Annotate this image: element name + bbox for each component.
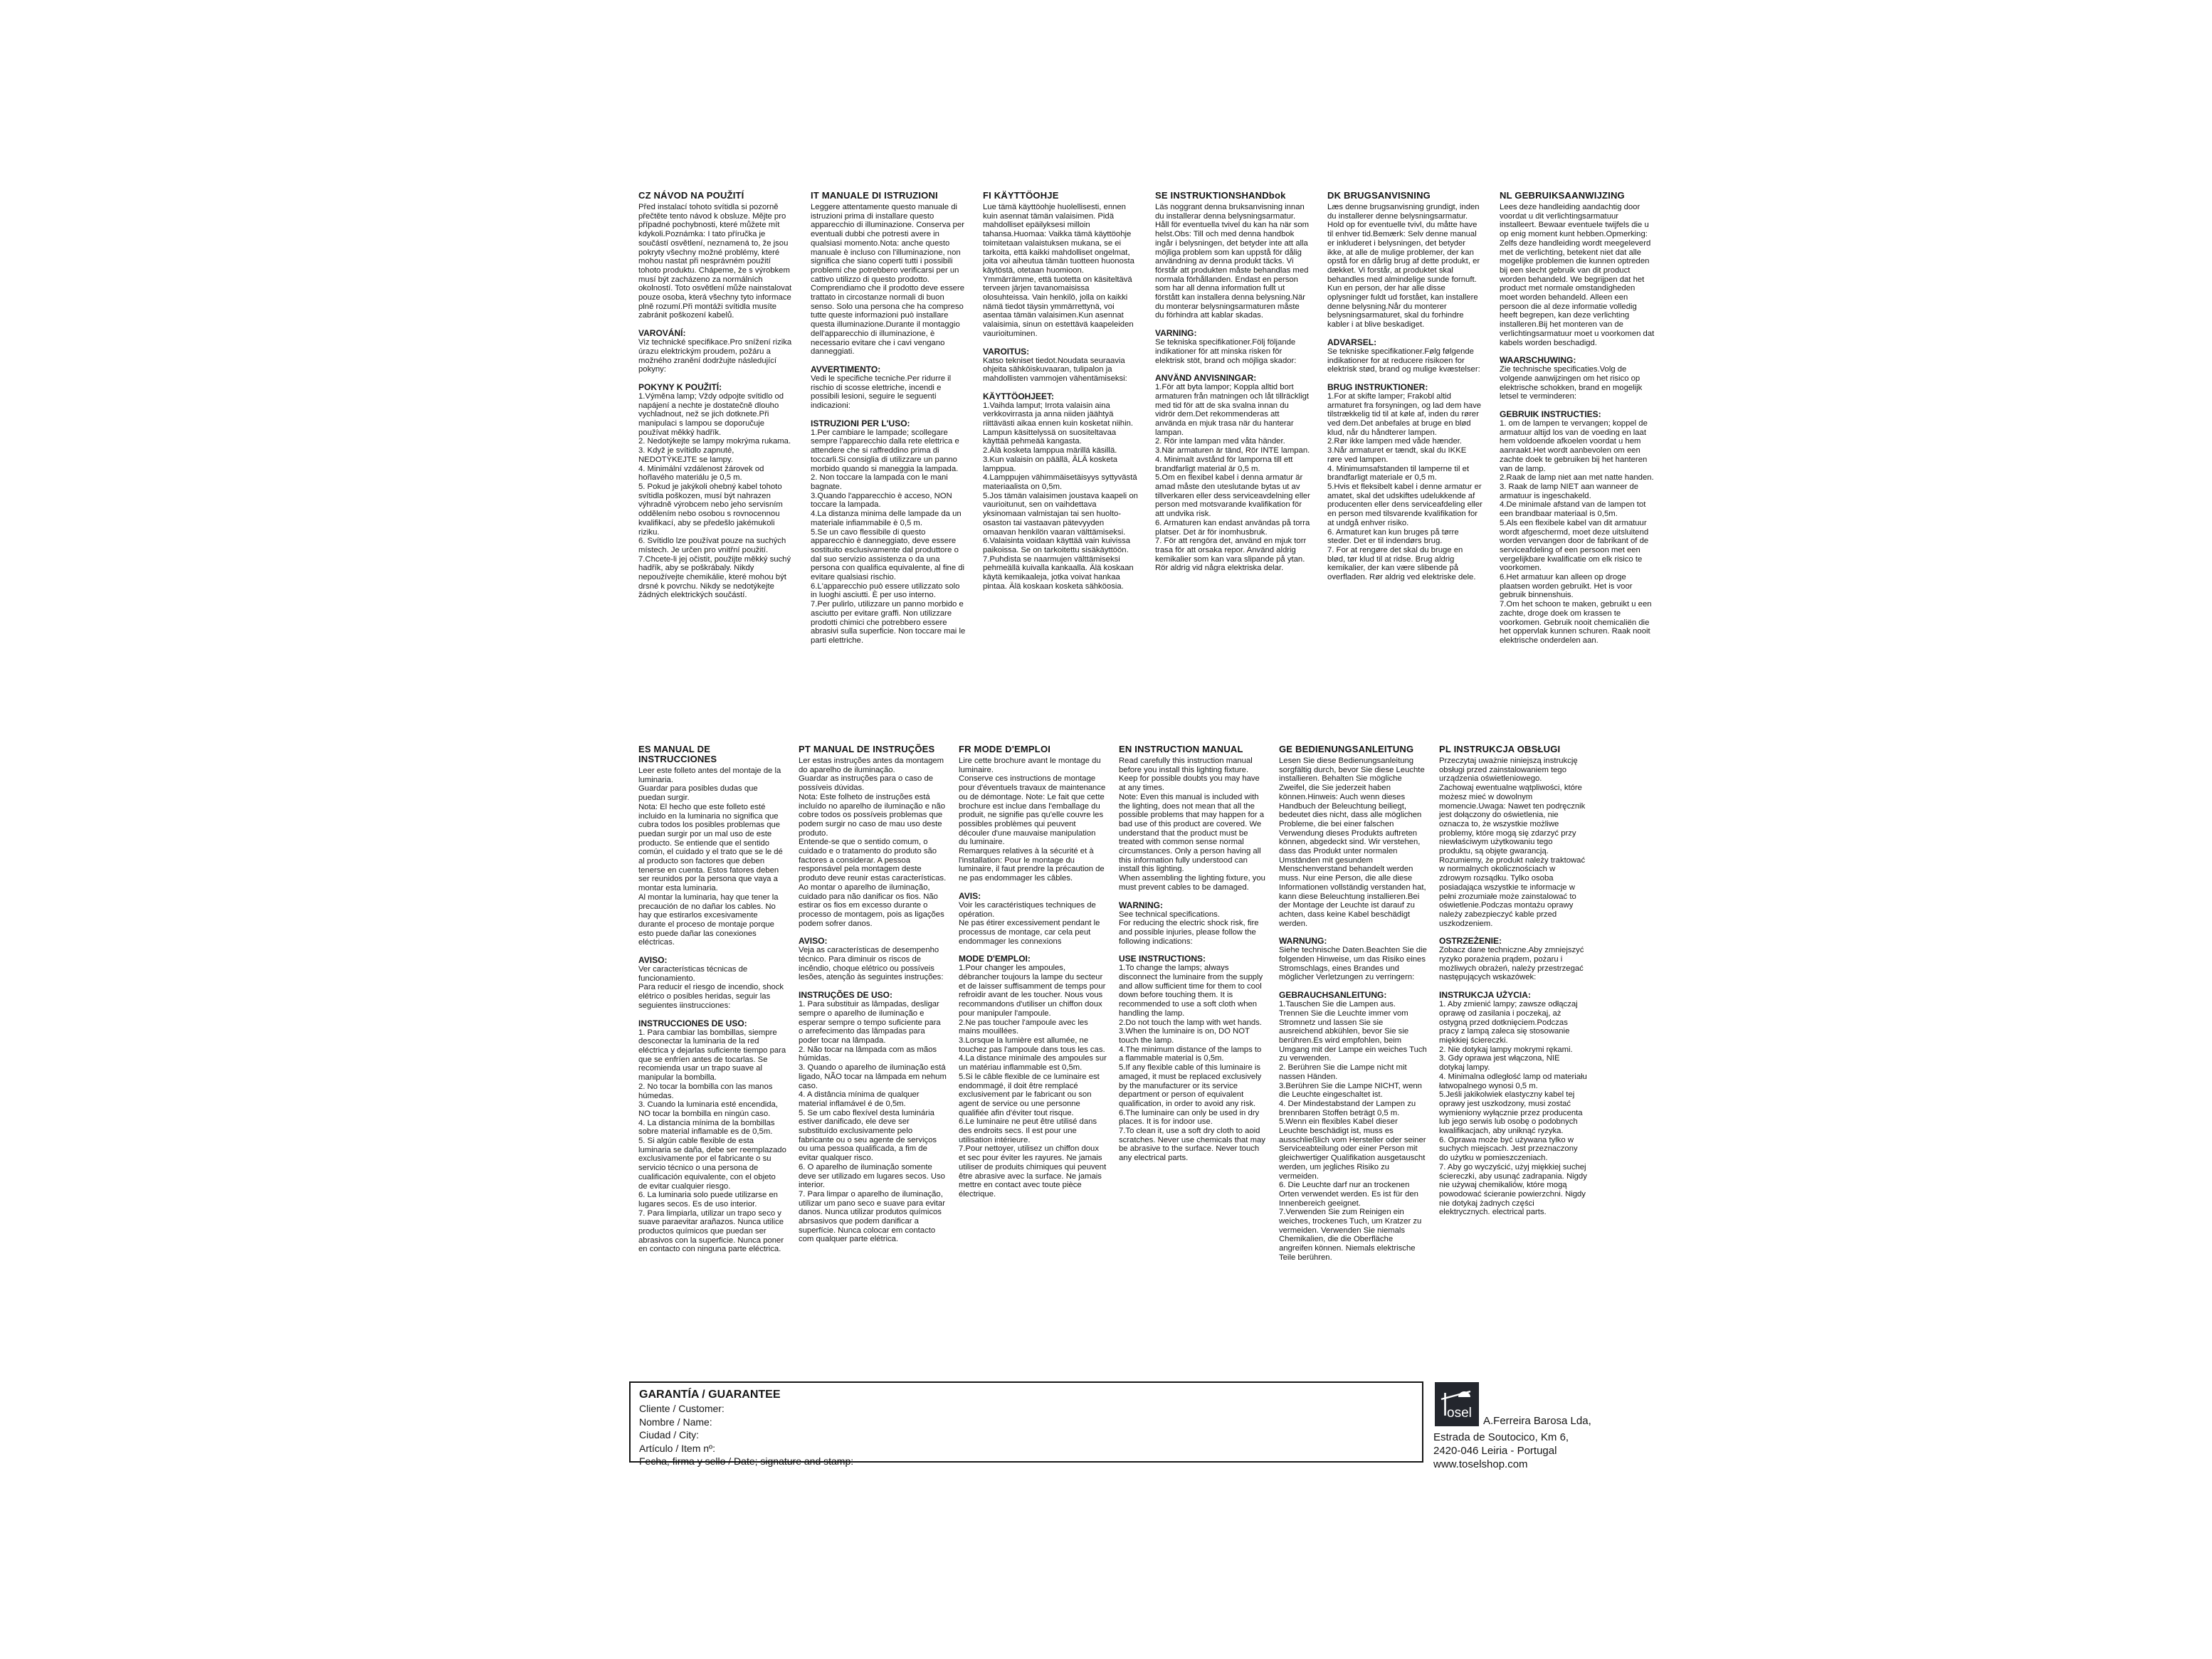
warning-paragraph: Siehe technische Daten.Beachten Sie die folgenden Hinweise, um das Risiko eines Stromschlags, eines Brandes und möglicher Verletzungen zu verringern: — [1279, 946, 1427, 982]
column-header-se: SE INSTRUKTIONSHANDbok — [1155, 190, 1286, 201]
use-instruction-item: 6.Le luminaire ne peut être utilisé dans des endroits secs. Il est pour une utilisation intérieure. — [959, 1117, 1097, 1144]
manual-column-cz — [638, 191, 794, 600]
column-header-fr: FR MODE D'EMPLOI — [959, 744, 1051, 754]
use-instruction-item: 6. O aparelho de iluminação somente deve ser utilizado em lugares secos. Uso interior. — [799, 1162, 945, 1190]
warning-title: AVVERTIMENTO: — [811, 364, 881, 374]
use-instruction-item: 1.For at skifte lamper; Frakobl altid armaturet fra forsyningen, og lad dem have tilstrækkelig tid til at køle af, inden du rører ved dem.Det anbefales at bruge en blød klud, når du håndterer lampen. — [1327, 391, 1482, 437]
use-instruction-item: 4. Der Mindestabstand der Lampen zu brennbaren Stoffen beträgt 0,5 m. — [1279, 1099, 1416, 1117]
intro-paragraph: Zachowaj ewentualne wątpliwości, które możesz mieć w dowolnym momencie.Uwaga: Nawet ten podręcznik jest dołączony do oświetlenia, nie oznacza to, że wszystkie możliwe problemy, które mogą się zdarzyć przy niewłaściwym użytkowaniu tego produktu, są objęte gwarancją. Rozumiemy, że produkt należy traktować w normalnych okolicznościach w zdrowym rozsądku. Tylko osoba posiadająca wszystkie te informacje w pełni zrozumiałe może zainstalować to oświetlenie.Podczas montażu oprawy należy zabezpieczyć kable przed uszkodzeniem. — [1439, 784, 1586, 928]
warning-paragraph: Veja as características de desempenho técnico. Para diminuir os riscos de incêndio, choque elétrico ou possíveis lesões, atenção às seguintes instruções: — [799, 946, 944, 982]
use-instruction-item: 2.Älä kosketa lamppua märillä käsillä. — [983, 446, 1117, 455]
warning-paragraph: Ver características técnicas de funcionamiento. — [638, 965, 748, 983]
use-instructions-title: GEBRAUCHSANLEITUNG: — [1279, 990, 1387, 1001]
guarantee-field-customer: Cliente / Customer: — [639, 1403, 725, 1414]
warning-paragraph: Se tekniske specifikationer.Følg følgende indikationer for at reducere risikoen for elektrisk stød, brand og mulige kvæstelser: — [1327, 347, 1480, 374]
manual-column-pt — [799, 744, 947, 1244]
use-instruction-item: 4. Minimalt avstånd för lamporna till ett brandfarligt material är 0,5 m. — [1155, 455, 1293, 473]
intro-paragraph: Conserve ces instructions de montage pour d'éventuels travaux de maintenance ou de démontage. Note: Le fait que cette brochure est inclue dans l'emballage du produit, ne signifie pas qu'elle couvre les possibles problèmes qui peuvent découler d'une mauvaise manipulation du luminaire. — [959, 774, 1106, 847]
use-instruction-item: 3.Når armaturet er tændt, skal du IKKE røre ved lampen. — [1327, 446, 1467, 464]
use-instruction-item: 1. Aby zmienić lampy; zawsze odłączaj oprawę od zasilania i poczekaj, aż ostygną przed dotknięciem.Podczas pracy z lampą zaleca się stosowanie miękkiej ściereczki. — [1439, 1000, 1578, 1045]
publisher-address — [1433, 1431, 1569, 1471]
use-instruction-item: 6.The luminaire can only be used in dry places. It is for indoor use. — [1119, 1108, 1260, 1127]
intro-paragraph: Remarques relatives à la sécurité et à l'installation: Pour le montage du luminaire, il faut prendre la précaution de ne pas endommager les câbles. — [959, 847, 1105, 883]
use-instruction-item: 3.Kun valaisin on päällä, ÄLÄ kosketa lamppua. — [983, 455, 1118, 473]
manual-column-fi — [983, 191, 1138, 591]
use-instructions-title: BRUG INSTRUKTIONER: — [1327, 381, 1428, 392]
use-instruction-item: 4. Minimumsafstanden til lamperne til et brandfarligt materiale er 0,5 m. — [1327, 464, 1470, 483]
use-instruction-item: 6. Svítidlo lze používat pouze na suchých místech. Je určen pro vnitřní použití. — [638, 537, 786, 554]
use-instruction-item: 5.Om en flexibel kabel i denna armatur är amad måste den uteslutande bytas ut av tillverkaren eller dess serviceavdelning eller person med motsvarande kvalifikation för att undvika risk. — [1155, 473, 1310, 519]
use-instructions-title: INSTRUKCJA UŻYCIA: — [1439, 990, 1531, 1001]
manual-column-se — [1155, 191, 1310, 573]
intro-paragraph: When assembling the lighting fixture, you must prevent cables to be damaged. — [1119, 874, 1265, 892]
use-instruction-item: 7.Om het schoon te maken, gebruikt u een zachte, droge doek om krassen te voorkomen. Gebruik nooit chemicaliën die het oppervlak kunnen schuren. Raak nooit elektrische onderdelen aan. — [1500, 600, 1652, 645]
warning-title: VAROITUS: — [983, 346, 1030, 357]
use-instruction-item: 6. Armaturet kan kun bruges på tørre steder. Det er til indendørs brug. — [1327, 527, 1459, 546]
column-header-nl: NL GEBRUIKSAANWIJZING — [1500, 190, 1625, 201]
use-instruction-item: 7. For at rengøre det skal du bruge en blød, tør klud til at ridse. Brug aldrig kemikalier, der kan være slibende på overfladen. Rør aldrig ved elektriske dele. — [1327, 545, 1476, 582]
column-header-fi: FI KÄYTTÖOHJE — [983, 190, 1059, 201]
use-instructions-list — [1155, 383, 1310, 573]
use-instruction-item: 1.Pour changer les ampoules, débrancher toujours la lampe du secteur et de laisser suffisamment de temps pour refroidir avant de les toucher. Nous vous recommandons d'utiliser un chiffon doux pour manipuler l'ampoule. — [959, 964, 1106, 1018]
use-instruction-item: 5.Jos tämän valaisimen joustava kaapeli on vaurioitunut, sen on vaihdettava yksinomaan valmistajan tai sen huolto-osaston tai vastaavan pätevyyden omaavan henkilön vaaran välttämiseksi. — [983, 491, 1138, 537]
use-instructions-list — [811, 428, 966, 646]
use-instructions-list — [1279, 1000, 1427, 1262]
use-instructions-list — [959, 964, 1107, 1199]
use-instruction-item: 1.Tauschen Sie die Lampen aus. Trennen Sie die Leuchte immer vom Stromnetz und lassen Sie sie ausreichend abkühlen, bevor Sie sie berühren.Es wird empfohlen, beim Umgang mit der Lampe ein weiches Tuch zu verwenden. — [1279, 1000, 1427, 1063]
use-instruction-item: 7.Chcete-li jej očistit, použijte měkký suchý hadřík, aby se poškrábaly. Nikdy nepoužívejte chemikálie, které mohou být drsné k povrchu. Nikdy se nedotýkejte žádných elektrických součástí. — [638, 554, 791, 600]
intro-paragraph: Leer este folleto antes del montaje de la luminaria. — [638, 767, 781, 784]
use-instructions-list — [1439, 1000, 1587, 1217]
warning-paragraph: Ne pas étirer excessivement pendant le processus de montage, car cela peut endommager les connexions — [959, 919, 1100, 946]
manual-column-fr — [959, 744, 1107, 1199]
use-instructions-title: POKYNY K POUŽITÍ: — [638, 381, 722, 392]
use-instruction-item: 7.To clean it, use a soft dry cloth to aoid scratches. Never use chemicals that may be abrasive to the surface. Never touch any electrical parts. — [1119, 1127, 1265, 1163]
use-instruction-item: 3. Quando o aparelho de iluminação está ligado, NÃO tocar na lâmpada em nehum caso. — [799, 1063, 947, 1090]
warning-title: WAARSCHUWING: — [1500, 355, 1576, 366]
use-instruction-item: 6. Die Leuchte darf nur an trockenen Orten verwendet werden. Es ist für den Innenbereich geeignet. — [1279, 1181, 1418, 1208]
intro-paragraph: Guardar as instruções para o caso de possíveis dúvidas. — [799, 774, 934, 793]
use-instruction-item: 5.Jeśli jakikolwiek elastyczny kabel tej oprawy jest uszkodzony, musi zostać wymieniony wyłącznie przez producenta lub jego serwis lub osobę o podobnych kwalifikacjach, aby uniknąć ryzyka. — [1439, 1090, 1583, 1136]
use-instructions-title: INSTRUCCIONES DE USO: — [638, 1018, 747, 1028]
guarantee-title: GARANTÍA / GUARANTEE — [639, 1389, 781, 1401]
intro-paragraph: Guardar para posibles dudas que puedan surgir. — [638, 784, 758, 803]
publisher-block — [1435, 1382, 1691, 1482]
warning-paragraph: Voir les caractéristiques techniques de opération. — [959, 900, 1096, 919]
warning-paragraph: Katso tekniset tiedot.Noudata seuraavia ohjeita sähköiskuvaaran, tulipalon ja mahdollisten vammojen vähentämiseksi: — [983, 356, 1127, 383]
tosel-logo-icon — [1435, 1382, 1479, 1426]
use-instruction-item: 6.Het armatuur kan alleen op droge plaatsen worden gebruikt. Het is voor gebruik binnenshuis. — [1500, 573, 1633, 600]
use-instruction-item: 7. Para limpar o aparelho de iluminação, utilizar um pano seco e suave para evitar danos. Nunca utilizar produtos químicos abrsasivos que podem danificar a superfície. Nunca colocar em contacto com qualquer parte elétrica. — [799, 1189, 945, 1244]
use-instruction-item: 5. Si algún cable flexible de esta luminaria se daña, debe ser reemplazado exclusivamente por el fabricante o su servicio técnico o una persona de cualificación equivalente, con el objeto de evitar cualquier riesgo. — [638, 1137, 786, 1191]
intro-paragraph: Al montar la luminaria, hay que tener la precaución de no dañar los cables. No hay que estirarlos excesivamente durante el proceso de montaje porque esto puede dañar las conexiones eléctricas. — [638, 892, 779, 947]
guarantee-field-city: Ciudad / City: — [639, 1429, 700, 1441]
warning-title: AVISO: — [799, 936, 828, 947]
warning-paragraph: Se tekniska specifikationer.Följ följande indikationer för att minska risken för elektrisk stöt, brand och möjliga skador: — [1155, 338, 1297, 365]
use-instruction-item: 2.Do not touch the lamp with wet hands. — [1119, 1018, 1262, 1027]
use-instructions-title: GEBRUIK INSTRUCTIES: — [1500, 409, 1601, 420]
column-header-pl: PL INSTRUKCJA OBSŁUGI — [1439, 744, 1561, 754]
use-instruction-item: 3.Lorsque la lumière est allumée, ne touchez pas l'ampoule dans tous les cas. — [959, 1036, 1105, 1054]
use-instruction-item: 7. Aby go wyczyścić, użyj miękkiej suchej ściereczki, aby usunąć zadrapania. Nigdy nie używaj chemikaliów, które mogą powodować ścieranie powierzchni. Nigdy nie dotykaj żadnych części elektrycznych. electrical parts. — [1439, 1162, 1587, 1217]
guarantee-box — [629, 1381, 1423, 1468]
use-instructions-list — [983, 401, 1138, 591]
use-instruction-item: 1. om de lampen te vervangen; koppel de armatuur altijd los van de voeding en laat hem voldoende afkoelen voordat u hem aanraakt.Het wordt aanbevolen om een zachte doek te gebruiken bij het hanteren van de lamp. — [1500, 419, 1648, 473]
use-instruction-item: 1. Para substituir as lâmpadas, desligar sempre o aparelho de iluminação e esperar sempre o tempo suficiente para o arrefecimento das lâmpadas para poder tocar na lâmpada. — [799, 1000, 941, 1045]
warning-title: VARNING: — [1155, 328, 1197, 339]
use-instruction-item: 1.Per cambiare le lampade; scollegare sempre l'apparecchio dalla rete elettrica e attendere che si raffreddino prima di toccarli.Si consiglia di utilizzare un panno morbido quando si maneggia la lampada. — [811, 428, 959, 473]
guarantee-field-date-signature-stamp: Fecha, firma y sello / Date; signature and stamp: — [639, 1455, 854, 1468]
intro-paragraph: Lees deze handleiding aandachtig door voordat u dit verlichtingsarmatuur installeert. Bewaar eventuele twijfels die u op enig moment kunt hebben.Opmerking: Zelfs deze handleiding wordt meegeleverd met de verlichting, betekent niet dat alle mogelijke problemen die kunnen optreden bij een slecht gebruik van dit product worden behandeld. We begrijpen dat het product met normale omstandigheden moet worden behandeld. Alleen een persoon die al deze informatie volledig heeft begrepen, kan deze verlichting installeren.Bij het monteren van de verlichtingsarmatuur moet u voorkomen dat kabels worden beschadigd. — [1500, 203, 1655, 347]
use-instruction-item: 3.När armaturen är tänd, Rör INTE lampan. — [1155, 446, 1310, 455]
use-instructions-title: ISTRUZIONI PER L'USO: — [811, 418, 910, 428]
use-instruction-item: 2. Não tocar na lâmpada com as mãos húmidas. — [799, 1045, 937, 1063]
use-instruction-item: 2. Nie dotykaj lampy mokrymi rękami. — [1439, 1045, 1573, 1054]
intro-paragraph: Læs denne brugsanvisning grundigt, inden du installerer denne belysningsarmatur. Hold op for eventuelle tvivl, du måtte have til enhver tid.Bemærk: Selv denne manual er inkluderet i belysningen, det betyder ikke, at alle de mulige problemer, der kan opstå for en dårlig brug af dette produkt, er dækket. Vi forstår, at produktet skal behandles med almindelige sunde fornuft. Kun en person, der har alle disse oplysninger fuldt ud forstået, kan installere denne belysning.Når du monterer belysningsarmaturet, skal du forhindre kabler i at blive beskadiget. — [1327, 203, 1480, 330]
manual-column-es — [638, 744, 786, 1254]
use-instruction-item: 6. La luminaria solo puede utilizarse en lugares secos. Es de uso interior. — [638, 1191, 778, 1208]
use-instruction-item: 3.When the luminaire is on, DO NOT touch the lamp. — [1119, 1027, 1250, 1045]
use-instruction-item: 5.Wenn ein flexibles Kabel dieser Leuchte beschädigt ist, muss es ausschließlich vom Hersteller oder seiner Serviceabteilung oder einer Person mit gleichwertiger Qualifikation ausgetauscht werden, um jegliches Risiko zu vermeiden. — [1279, 1117, 1426, 1181]
guarantee-field-item-number: Artículo / Item nº: — [639, 1442, 716, 1454]
use-instruction-item: 1.To change the lamps; always disconnect the luminaire from the supply and allow sufficient time for them to cool down before touching them. It is recommended to use a soft cloth when handling the lamp. — [1119, 964, 1263, 1018]
intro-paragraph: Lesen Sie diese Bedienungsanleitung sorgfältig durch, bevor Sie diese Leuchte installieren. Behalten Sie mögliche Zweifel, die Sie jederzeit haben können.Hinweis: Auch wenn dieses Handbuch der Beleuchtung beiliegt, bedeutet dies nicht, dass alle möglichen Probleme, die bei einer falschen Verwendung dieses Produkts auftreten können, abgedeckt sind. Wir verstehen, dass das Produkt unter normalen Umständen mit gesundem Menschenverstand behandelt werden muss. Nur eine Person, die alle diese Informationen vollständig verstanden hat, kann diese Beleuchtung installieren.Bei der Montage der Leuchte ist darauf zu achten, dass keine Kabel beschädigt werden. — [1279, 757, 1426, 928]
intro-paragraph: Lue tämä käyttöohje huolellisesti, ennen kuin asennat tämän valaisimen. Pidä mahdolliset epäilyksesi milloin tahansa.Huomaa: Vaikka tämä käyttöohje toimitetaan valaistuksen mukana, se ei tarkoita, että kaikki mahdolliset ongelmat, joita voi aiheutua tämän tuotteen huonosta käytöstä, otetaan huomioon. Ymmärrämme, että tuotetta on käsiteltävä terveen järjen tavanomaisissa olosuhteissa. Vain henkilö, jolla on kaikki nämä tiedot täysin ymmärrettynä, voi asentaa tämän valaisimen.Kun asennat valaisimia, sinun on estettävä kaapeleiden vaurioituminen. — [983, 203, 1134, 338]
warning-paragraph: Zobacz dane techniczne.Aby zmniejszyć ryzyko porażenia prądem, pożaru i możliwych obrażeń, należy przestrzegać następujących wskazówek: — [1439, 946, 1584, 982]
use-instruction-item: 5.Si le câble flexible de ce luminaire est endommagé, il doit être remplacé exclusivement par le fabricant ou son agent de service ou une personne qualifiée afin d'éviter tout risque. — [959, 1072, 1100, 1117]
intro-paragraph: Entende-se que o sentido comum, o cuidado e o tratamento do produto são factores a considerar. A pessoa responsável pela montagem deste produto deve reunir estas características. Ao montar o aparelho de iluminação, cuidado para não danificar os fios. Não estirar os fios em excesso durante o processo de montagem, pois as ligações podem sofrer danos. — [799, 838, 947, 928]
use-instruction-item: 4. A distância mínima de qualquer material inflamável é de 0,5m. — [799, 1090, 920, 1108]
manual-columns-bottom-row — [638, 744, 1587, 1263]
manual-column-en — [1119, 744, 1267, 1163]
use-instructions-list — [638, 1028, 786, 1255]
use-instruction-item: 2. Nedotýkejte se lampy mokrýma rukama. — [638, 437, 791, 446]
column-header-dk: DK BRUGSANVISNING — [1327, 190, 1431, 201]
column-header-en: EN INSTRUCTION MANUAL — [1119, 744, 1243, 754]
use-instruction-item: 6. Oprawa może być używana tylko w suchych miejscach. Jest przeznaczony do użytku w pomieszczeniach. — [1439, 1135, 1578, 1163]
use-instruction-item: 7.Pour nettoyer, utilisez un chiffon doux et sec pour éviter les rayures. Ne jamais utiliser de produits chimiques qui peuvent être abrasive avec la surface. Ne jamais mettre en contact avec toute pièce électrique. — [959, 1144, 1107, 1199]
intro-paragraph: Nota: Este folheto de instruções está incluído no aparelho de iluminação e não cobre todos os possíveis problemas que podem surgir no caso de mau uso deste produto. — [799, 792, 946, 838]
use-instruction-item: 1. Para cambiar las bombillas, siempre desconectar la luminaria de la red eléctrica y dejarlas suficiente tiempo para que se enfríen antes de tocarlas. Se recomienda usar un trapo suave al manipular la bombilla. — [638, 1028, 786, 1083]
use-instructions-title: INSTRUÇÕES DE USO: — [799, 990, 893, 1001]
use-instruction-item: 7. För att rengöra det, använd en mjuk torr trasa för att orsaka repor. Använd aldrig kemikalier som kan vara slipande på ytan. Rör aldrig vid några elektriska delar. — [1155, 537, 1307, 573]
use-instruction-item: 2.Rør ikke lampen med våde hænder. — [1327, 437, 1463, 446]
guarantee-field-name: Nombre / Name: — [639, 1416, 712, 1428]
intro-paragraph: Read carefully this instruction manual before you install this lighting fixture. — [1119, 757, 1253, 774]
use-instruction-item: 2.Raak de lamp niet aan met natte handen. — [1500, 473, 1654, 483]
manual-column-pl — [1439, 744, 1587, 1217]
use-instructions-list — [1500, 419, 1655, 646]
column-header-cz: CZ NÁVOD NA POUŽITÍ — [638, 190, 744, 201]
column-header-es: ES MANUAL DE INSTRUCCIONES — [638, 744, 717, 764]
warning-paragraph: Para reducir el riesgo de incendio, shock elétrico o posibles heridas, seguir las seguientes iinstrucciones: — [638, 983, 784, 1010]
use-instruction-item: 3.Berühren Sie die Lampe NICHT, wenn die Leuchte eingeschaltet ist. — [1279, 1081, 1422, 1100]
use-instruction-item: 1.För att byta lampor; Koppla alltid bort armaturen från matningen och låt tillräckligt med tid för att de ska svalna innan du vidrör dem.Det rekommenderas att använda en mjuk trasa när du hanterar lampan. — [1155, 383, 1309, 437]
use-instructions-list — [1327, 392, 1482, 582]
use-instructions-title: MODE D'EMPLOI: — [959, 954, 1031, 964]
use-instructions-list — [1119, 964, 1267, 1162]
use-instruction-item: 4.Lamppujen vähimmäisetäisyys syttyvästä materiaalista on 0,5m. — [983, 473, 1137, 491]
intro-paragraph: Przeczytaj uważnie niniejszą instrukcję obsługi przed zainstalowaniem tego urządzenia oświetleniowego. — [1439, 757, 1578, 784]
use-instruction-item: 5.Se un cavo flessibile di questo apparecchio è danneggiato, deve essere sostituito esclusivamente dal produttore o dal suo servizio assistenza o da una persona con qualifica equivalente, al fine di evitare qualsiasi rischio. — [811, 527, 965, 582]
warning-paragraph: For reducing the electric shock risk, fire and possible injuries, please follow the following indications: — [1119, 919, 1259, 946]
use-instruction-item: 4.The minimum distance of the lamps to a flammable material is 0,5m. — [1119, 1045, 1262, 1063]
use-instruction-item: 5.Hvis et fleksibelt kabel i denne armatur er amatet, skal det udskiftes udelukkende af producenten eller dens serviceafdeling eller en person med tilsvarende kvalifikation for at undgå enhver risiko. — [1327, 482, 1482, 527]
use-instruction-item: 2. No tocar la bombilla con las manos húmedas. — [638, 1082, 773, 1100]
use-instructions-list — [799, 1000, 947, 1244]
publisher-name: A.Ferreira Barosa Lda, — [1483, 1415, 1591, 1427]
manual-columns-top-row — [638, 191, 1655, 646]
intro-paragraph: Před instalací tohoto svítidla si pozorně přečtěte tento návod k obsluze. Mějte pro případné pochybnosti, které můžete mít kdykoli.Poznámka: I tato příručka je součástí osvětlení, neznamená to, že jsou pokryty všechny možné problémy, které mohou nastat při nesprávném použití tohoto produktu. Chápeme, že s výrobkem musí být zacházeno za normálních okolností. Toto osvětlení může nainstalovat pouze osoba, která všechny tyto informace plně rozumí.Při montáži svítidla musíte zabránit poškození kabelů. — [638, 203, 792, 320]
warning-title: WARNING: — [1119, 900, 1163, 910]
intro-paragraph: Läs noggrant denna bruksanvisning innan du installerar denna belysningsarmatur. Håll för eventuella tvivel du kan ha när som helst.Obs: Till och med denna handbok ingår i belysningen, det betyder inte att alla möjliga problem som kan uppstå för dålig användning av denna produkt täcks. Vi förstår att produkten måste behandlas med normala förhållanden. Endast en person som har all denna information fullt ut förstått kan installera denna belysning.När du monterar belysningsarmaturen måste du förhindra att kablar skadas. — [1155, 203, 1310, 320]
warning-title: OSTRZEŻENIE: — [1439, 936, 1502, 947]
use-instruction-item: 2. Rör inte lampan med våta händer. — [1155, 437, 1285, 446]
intro-paragraph: Lire cette brochure avant le montage du luminaire. — [959, 757, 1101, 774]
use-instructions-title: USE INSTRUCTIONS: — [1119, 954, 1206, 964]
manual-column-nl — [1500, 191, 1655, 646]
use-instruction-item: 3.Quando l'apparecchio è acceso, NON toccare la lampada. — [811, 491, 952, 510]
use-instruction-item: 5.Als een flexibele kabel van dit armatuur wordt afgeschermd, moet deze uitsluitend worden vervangen door de fabrikant of de serviceafdeling of een persoon met een vergelijkbare kwalificatie om elk risico te voorkomen. — [1500, 518, 1649, 573]
use-instruction-item: 3. Raak de lamp NIET aan wanneer de armatuur is ingeschakeld. — [1500, 482, 1639, 500]
warning-paragraph: See technical specifications. — [1119, 910, 1220, 919]
intro-paragraph: Keep for possible doubts you may have at any times. — [1119, 774, 1260, 793]
use-instruction-item: 1.Vaihda lamput; Irrota valaisin aina verkkovirrasta ja anna niiden jäähtyä riittävästi aikaa ennen kuin kosketat niihin. Lampun käsittelyssä on suositeltavaa käyttää pehmeää kangasta. — [983, 401, 1133, 446]
use-instruction-item: 7.Verwenden Sie zum Reinigen ein weiches, trockenes Tuch, um Kratzer zu vermeiden. Verwenden Sie niemals Chemikalien, die die Oberfläche angreifen können. Niemals elektrische Teile berühren. — [1279, 1208, 1422, 1262]
manual-column-ge — [1279, 744, 1427, 1263]
use-instructions-title: KÄYTTÖOHJEET: — [983, 391, 1055, 401]
warning-title: WARNUNG: — [1279, 936, 1327, 947]
use-instruction-item: 4. Minimální vzdálenost žárovek od hořlavého materiálu je 0,5 m. — [638, 464, 764, 483]
use-instruction-item: 4.De minimale afstand van de lampen tot een brandbaar materiaal is 0,5m. — [1500, 500, 1646, 519]
warning-paragraph: Zie technische specificaties.Volg de volgende aanwijzingen om het risico op elektrische schokken, brand en mogelijk letsel te verminderen: — [1500, 365, 1643, 401]
intro-paragraph: Leggere attentamente questo manuale di istruzioni prima di installare questo apparecchio di illuminazione. Conserva per eventuali dubbi che potresti avere in qualsiasi momento.Nota: anche questo manuale è incluso con l'illuminazione, non significa che siano coperti tutti i possibili problemi che potrebbero verificarsi per un cattivo utilizzo di questo prodotto. Comprendiamo che il prodotto deve essere trattato in circostanze normali di buon senso. Solo una persona che ha compreso tutte queste informazioni può installare questa illuminazione.Durante il montaggio dell'apparecchio di illuminazione, è necessario evitare che i cavi vengano danneggiati. — [811, 203, 965, 357]
use-instruction-item: 6.L'apparecchio può essere utilizzato solo in luoghi asciutti. È per uso interno. — [811, 581, 960, 600]
manual-column-it — [811, 191, 966, 646]
column-header-ge: GE BEDIENUNGSANLEITUNG — [1279, 744, 1414, 754]
use-instruction-item: 7.Puhdista se naarmujen välttämiseksi pehmeällä kuivalla kankaalla. Älä koskaan käytä kemikaaleja, jotka voivat hankaa pintaa. Älä koskaan kosketa sähköosia. — [983, 554, 1134, 591]
use-instruction-item: 4.La distance minimale des ampoules sur un matériau inflammable est 0,5m. — [959, 1054, 1107, 1073]
use-instruction-item: 7.Per pulirlo, utilizzare un panno morbido e asciutto per evitare graffi. Non utilizzare prodotti chimici che potrebbero essere abrasivi sulla superficie. Non toccare mai le parti elettriche. — [811, 600, 966, 645]
use-instruction-item: 5.If any flexible cable of this luminaire is amaged, it must be replaced exclusively by the manufacturer or its service department or person of equivalent qualification, in order to avoid any risk. — [1119, 1063, 1262, 1108]
manual-column-dk — [1327, 191, 1482, 582]
use-instruction-item: 4. Minimalna odległość lamp od materiału łatwopalnego wynosi 0,5 m. — [1439, 1072, 1587, 1090]
use-instruction-item: 6.Valaisinta voidaan käyttää vain kuivissa paikoissa. Se on tarkoitettu sisäkäyttöön. — [983, 537, 1131, 554]
use-instruction-item: 3. Cuando la luminaria esté encendida, NO tocar la bombilla en ningún caso. — [638, 1100, 778, 1118]
column-header-it: IT MANUALE DI ISTRUZIONI — [811, 190, 938, 201]
use-instruction-item: 1.Výměna lamp; Vždy odpojte svítidlo od napájení a nechte je dostatečně dlouho vychladnout, než se jich dotknete.Při manipulaci s lampou se doporučuje používat měkký hadřík. — [638, 391, 784, 437]
warning-title: ADVARSEL: — [1327, 337, 1377, 347]
publisher-website: www.toselshop.com — [1433, 1458, 1528, 1470]
publisher-address-line: 2420-046 Leiria - Portugal — [1433, 1445, 1557, 1457]
intro-paragraph: Note: Even this manual is included with the lighting, does not mean that all the possible problems that may happen for a bad use of this product are covered. We understand that the product must be treated with common sense normal circumstances. Only a person having all this information fully understood can install this lighting. — [1119, 792, 1265, 874]
use-instruction-item: 3. Gdy oprawa jest włączona, NIE dotykaj lampy. — [1439, 1054, 1560, 1073]
warning-paragraph: Vedi le specifiche tecniche.Per ridurre il rischio di scosse elettriche, incendi e possibili lesioni, seguire le seguenti indicazioni: — [811, 374, 952, 411]
intro-paragraph: Nota: El hecho que este folleto esté incluido en la luminaria no significa que cubra todos los posibles problemas que puedan surgir por un mal uso de este producto. Se entiende que el sentido común, el cuidado y el trato que se le dé al producto son factores que deben tenerse en cuenta. Estos fatores deben ser reunidos por la persona que vaya a montar esta luminaria. — [638, 802, 783, 893]
use-instruction-item: 5. Pokud je jakýkoli ohebný kabel tohoto svítidla poškozen, musí být nahrazen výhradně výrobcem nebo jeho servisním oddělením nebo osobou s rovnocennou kvalifikací, aby se předešlo jakémukoli riziku. — [638, 482, 783, 537]
use-instructions-list — [638, 392, 794, 600]
logo-wordmark: osel — [1447, 1406, 1472, 1421]
use-instruction-item: 5. Se um cabo flexível desta luminária estiver danificado, ele deve ser substituído exclusivamente pelo fabricante ou o seu agente de serviços ou uma pessoa qualificada, a fim de evitar qualquer risco. — [799, 1108, 937, 1163]
publisher-address-line: Estrada de Soutocico, Km 6, — [1433, 1431, 1569, 1443]
use-instruction-item: 2.Ne pas toucher l'ampoule avec les mains mouillées. — [959, 1018, 1088, 1036]
warning-paragraph: Viz technické specifikace.Pro snížení rizika úrazu elektrickým proudem, požáru a možného zranění dodržujte následující pokyny: — [638, 338, 792, 374]
use-instruction-item: 2. Berühren Sie die Lampe nicht mit nassen Händen. — [1279, 1063, 1407, 1081]
warning-title: AVISO: — [638, 955, 668, 966]
use-instruction-item: 4.La distanza minima delle lampade da un materiale infiammabile è 0,5 m. — [811, 510, 962, 527]
column-header-pt: PT MANUAL DE INSTRUÇÕES — [799, 744, 935, 754]
use-instruction-item: 3. Když je svítidlo zapnuté, NEDOTÝKEJTE se lampy. — [638, 446, 734, 464]
use-instruction-item: 6. Armaturen kan endast användas på torra platser. Det är för inomhusbruk. — [1155, 518, 1310, 537]
use-instruction-item: 7. Para limpiarla, utilizar un trapo seco y suave paraevitar arañazos. Nunca utilice productos químicos que puedan ser abrasivos con la superficie. Nunca poner en contacto con ninguna parte eléctrica. — [638, 1208, 784, 1254]
use-instruction-item: 2. Non toccare la lampada con le mani bagnate. — [811, 473, 948, 491]
warning-title: AVIS: — [959, 890, 981, 901]
warning-title: VAROVÁNÍ: — [638, 328, 686, 339]
use-instructions-title: ANVÄND ANVISNINGAR: — [1155, 373, 1257, 384]
use-instruction-item: 4. La distancia mínima de la bombillas sobre material inflamable es de 0,5m. — [638, 1118, 775, 1137]
intro-paragraph: Ler estas instruções antes da montagem do aparelho de iluminação. — [799, 757, 944, 774]
